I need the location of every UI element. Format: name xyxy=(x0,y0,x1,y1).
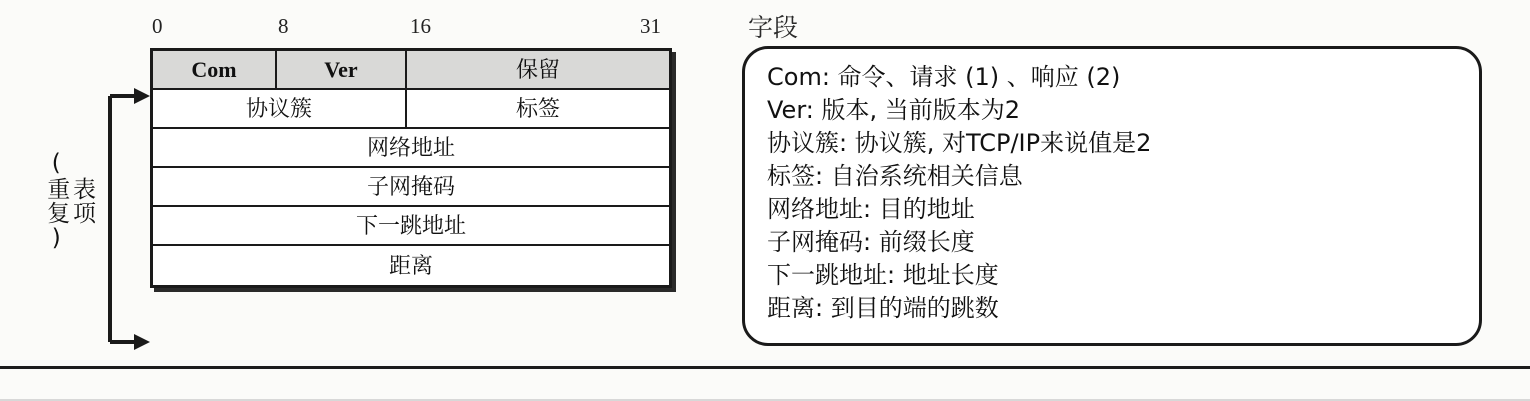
bit-tick-16: 16 xyxy=(410,14,431,38)
packet-row-header xyxy=(153,51,669,90)
field-subnet-mask: 子网掩码 xyxy=(366,173,455,199)
legend-item: 标签: 自治系统相关信息 xyxy=(767,162,1023,190)
legend-item: 下一跳地址: 地址长度 xyxy=(767,261,999,289)
field-ver: Ver xyxy=(277,51,407,88)
legend-item: 距离: 到目的端的跳数 xyxy=(767,294,999,322)
bit-position-ruler xyxy=(148,14,668,44)
packet-row-distance xyxy=(153,246,669,285)
packet-row-next-hop xyxy=(153,207,669,246)
packet-field-table xyxy=(150,48,672,288)
legend-item: 网络地址: 目的地址 xyxy=(767,195,975,223)
entry-repeat-label xyxy=(18,150,94,252)
page-divider-rule xyxy=(0,366,1530,369)
packet-format-diagram xyxy=(0,0,720,365)
bit-tick-31: 31 xyxy=(640,14,661,38)
packet-row-network-address xyxy=(153,129,669,168)
legend-item: 子网掩码: 前缀长度 xyxy=(767,228,975,256)
field-tag: 标签 xyxy=(515,95,560,121)
legend-box xyxy=(742,46,1482,346)
entry-label-line2: (重复) xyxy=(43,150,70,252)
field-network-address: 网络地址 xyxy=(366,134,455,160)
repeat-bracket xyxy=(96,84,152,354)
field-protocol-family: 协议簇 xyxy=(153,90,407,127)
field-com: Com xyxy=(153,51,277,88)
packet-row-subnet-mask xyxy=(153,168,669,207)
legend-item: Ver: 版本, 当前版本为2 xyxy=(767,96,1021,124)
legend-title: 字段 xyxy=(748,13,799,42)
field-next-hop-address: 下一跳地址 xyxy=(355,212,466,238)
field-reserved: 保留 xyxy=(515,56,560,82)
bit-tick-0: 0 xyxy=(152,14,163,38)
legend-item: 协议簇: 协议簇, 对TCP/IP来说值是2 xyxy=(767,129,1152,157)
field-distance: 距离 xyxy=(388,252,433,278)
bit-tick-8: 8 xyxy=(278,14,289,38)
legend-list xyxy=(767,61,1461,325)
packet-row-family-tag xyxy=(153,90,669,129)
legend-item: Com: 命令、请求 (1) 、响应 (2) xyxy=(767,63,1121,91)
entry-label-line1: 表项 xyxy=(69,177,95,225)
